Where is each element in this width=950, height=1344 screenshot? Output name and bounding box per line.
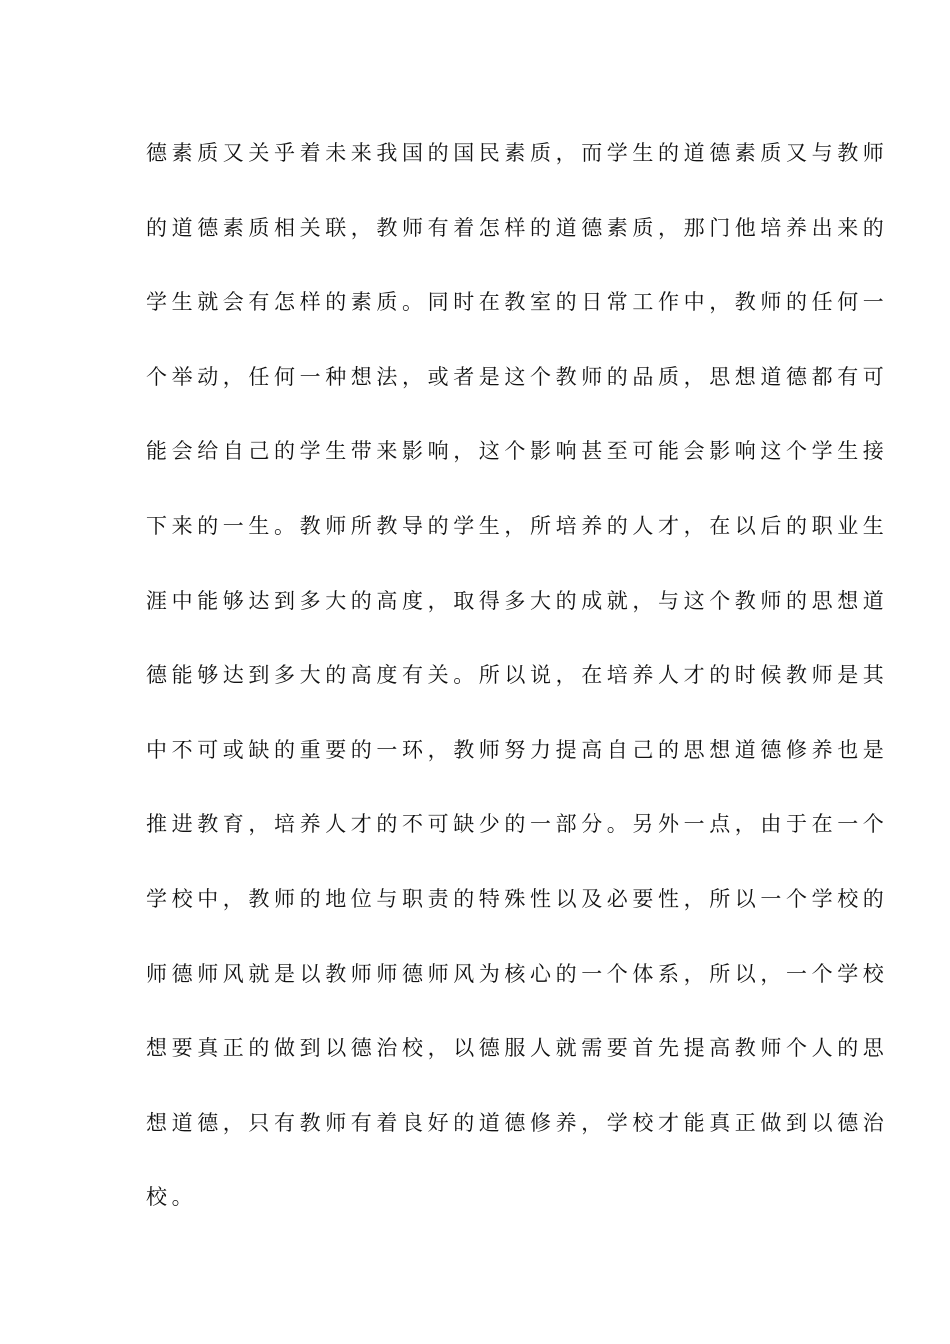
text-line: 想要真正的做到以德治校，以德服人就需要首先提高教师个人的思 bbox=[146, 1036, 889, 1061]
text-line: 个举动，任何一种想法，或者是这个教师的品质，思想道德都有可 bbox=[146, 364, 889, 389]
text-line: 学生就会有怎样的素质。同时在教室的日常工作中，教师的任何一 bbox=[146, 290, 889, 315]
body-paragraph bbox=[146, 133, 889, 1252]
text-line: 想道德，只有教师有着良好的道德修养，学校才能真正做到以德治 bbox=[146, 1110, 889, 1135]
text-line: 能会给自己的学生带来影响，这个影响甚至可能会影响这个学生接 bbox=[146, 439, 889, 464]
text-line: 涯中能够达到多大的高度，取得多大的成就，与这个教师的思想道 bbox=[146, 588, 889, 613]
text-line: 中不可或缺的重要的一环，教师努力提高自己的思想道德修养也是 bbox=[146, 737, 889, 762]
text-line: 师德师风就是以教师师德师风为核心的一个体系，所以，一个学校 bbox=[146, 961, 889, 986]
text-line: 下来的一生。教师所教导的学生，所培养的人才，在以后的职业生 bbox=[146, 513, 889, 538]
text-line: 校。 bbox=[146, 1185, 198, 1210]
text-line: 德素质又关乎着未来我国的国民素质，而学生的道德素质又与教师 bbox=[146, 141, 889, 165]
text-line: 的道德素质相关联，教师有着怎样的道德素质，那门他培养出来的 bbox=[146, 215, 889, 240]
text-line: 学校中，教师的地位与职责的特殊性以及必要性，所以一个学校的 bbox=[146, 886, 889, 911]
text-line: 德能够达到多大的高度有关。所以说，在培养人才的时候教师是其 bbox=[146, 663, 889, 688]
text-line: 推进教育，培养人才的不可缺少的一部分。另外一点，由于在一个 bbox=[146, 812, 889, 837]
